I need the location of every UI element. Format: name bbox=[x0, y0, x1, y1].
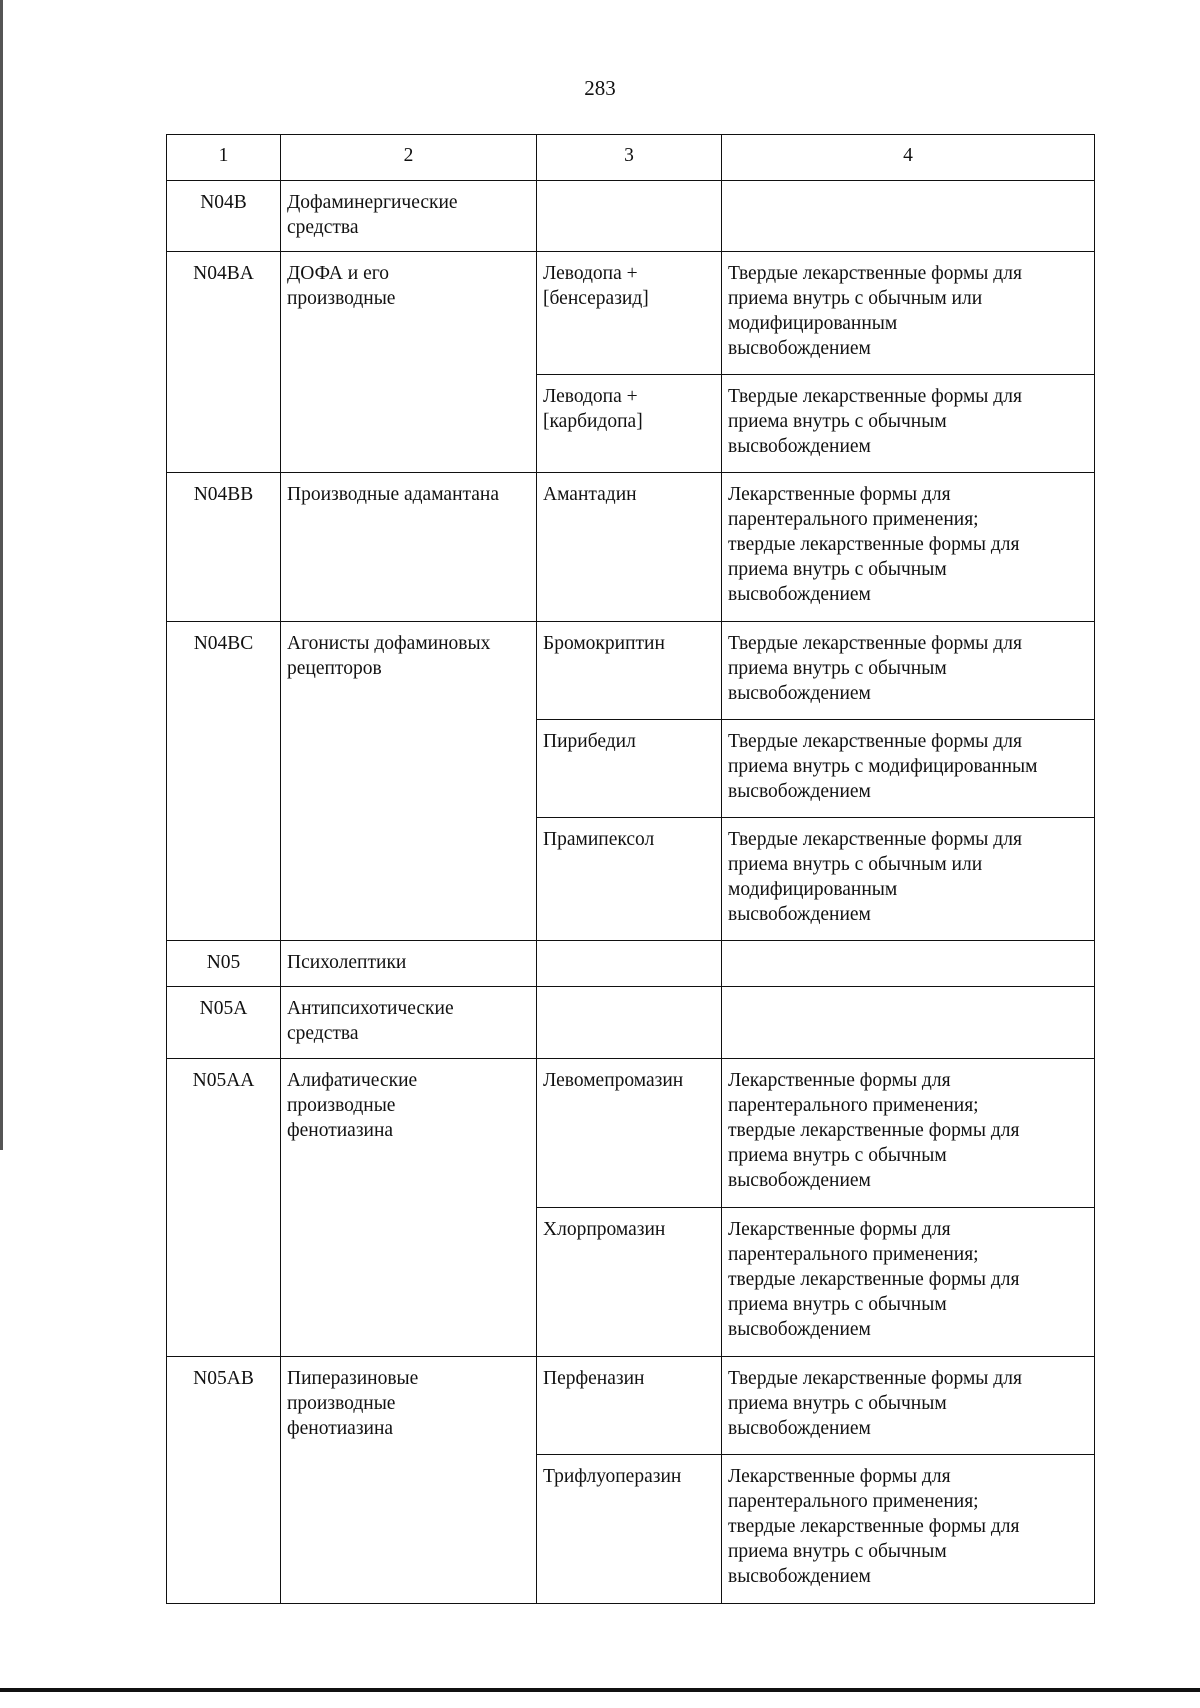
header-cell-3: 3 bbox=[537, 135, 722, 181]
header-cell-1: 1 bbox=[167, 135, 281, 181]
scan-bottom-rule bbox=[0, 1688, 1200, 1692]
drug-name bbox=[537, 941, 722, 987]
dosage-form bbox=[722, 941, 1095, 987]
atc-code: N04BC bbox=[167, 622, 281, 941]
dosage-form: Лекарственные формы для парентерального применения; твердые лекарственные формы для приема внутрь с обычным высвобождением bbox=[722, 473, 1095, 622]
drug-name: Амантадин bbox=[537, 473, 722, 622]
table-row bbox=[167, 1059, 1095, 1208]
table-row bbox=[167, 941, 1095, 987]
drug-name: Пирибедил bbox=[537, 720, 722, 818]
drug-name bbox=[537, 181, 722, 252]
atc-group-name: Агонисты дофаминовых рецепторов bbox=[281, 622, 537, 941]
table-header-row bbox=[167, 135, 1095, 181]
drug-name: Прамипексол bbox=[537, 818, 722, 941]
drug-name bbox=[537, 987, 722, 1059]
drug-name: Леводопа + [карбидопа] bbox=[537, 375, 722, 473]
dosage-form bbox=[722, 181, 1095, 252]
scan-left-edge bbox=[0, 0, 3, 1150]
dosage-form: Лекарственные формы для парентерального применения; твердые лекарственные формы для приема внутрь с обычным высвобождением bbox=[722, 1208, 1095, 1357]
drug-name: Хлорпромазин bbox=[537, 1208, 722, 1357]
drug-name: Бромокриптин bbox=[537, 622, 722, 720]
table-row bbox=[167, 473, 1095, 622]
drug-name: Леводопа + [бенсеразид] bbox=[537, 252, 722, 375]
drug-name: Перфеназин bbox=[537, 1357, 722, 1455]
dosage-form: Твердые лекарственные формы для приема внутрь с обычным высвобождением bbox=[722, 1357, 1095, 1455]
atc-group-name: ДОФА и его производные bbox=[281, 252, 537, 473]
dosage-form: Твердые лекарственные формы для приема внутрь с обычным высвобождением bbox=[722, 375, 1095, 473]
drug-name: Трифлуоперазин bbox=[537, 1455, 722, 1604]
atc-code: N04B bbox=[167, 181, 281, 252]
table-row bbox=[167, 1357, 1095, 1455]
dosage-form: Твердые лекарственные формы для приема внутрь с обычным или модифицированным высвобождением bbox=[722, 252, 1095, 375]
atc-code: N05 bbox=[167, 941, 281, 987]
atc-group-name: Дофаминергические средства bbox=[281, 181, 537, 252]
dosage-form: Лекарственные формы для парентерального применения; твердые лекарственные формы для приема внутрь с обычным высвобождением bbox=[722, 1059, 1095, 1208]
dosage-form: Лекарственные формы для парентерального применения; твердые лекарственные формы для приема внутрь с обычным высвобождением bbox=[722, 1455, 1095, 1604]
dosage-form: Твердые лекарственные формы для приема внутрь с модифицированным высвобождением bbox=[722, 720, 1095, 818]
header-cell-4: 4 bbox=[722, 135, 1095, 181]
header-cell-2: 2 bbox=[281, 135, 537, 181]
dosage-form: Твердые лекарственные формы для приема внутрь с обычным или модифицированным высвобождением bbox=[722, 818, 1095, 941]
page-number: 283 bbox=[584, 76, 616, 100]
atc-code: N05AA bbox=[167, 1059, 281, 1357]
atc-group-name: Производные адамантана bbox=[281, 473, 537, 622]
atc-code: N04BB bbox=[167, 473, 281, 622]
table-row bbox=[167, 181, 1095, 252]
atc-code: N05A bbox=[167, 987, 281, 1059]
table-row bbox=[167, 987, 1095, 1059]
atc-code: N05AB bbox=[167, 1357, 281, 1604]
drug-name: Левомепромазин bbox=[537, 1059, 722, 1208]
atc-group-name: Антипсихотические средства bbox=[281, 987, 537, 1059]
dosage-form: Твердые лекарственные формы для приема внутрь с обычным высвобождением bbox=[722, 622, 1095, 720]
atc-group-name: Пиперазиновые производные фенотиазина bbox=[281, 1357, 537, 1604]
table-row bbox=[167, 622, 1095, 720]
atc-code: N04BA bbox=[167, 252, 281, 473]
dosage-form bbox=[722, 987, 1095, 1059]
drug-table bbox=[166, 134, 1095, 1604]
table-row bbox=[167, 252, 1095, 375]
atc-group-name: Психолептики bbox=[281, 941, 537, 987]
atc-group-name: Алифатические производные фенотиазина bbox=[281, 1059, 537, 1357]
